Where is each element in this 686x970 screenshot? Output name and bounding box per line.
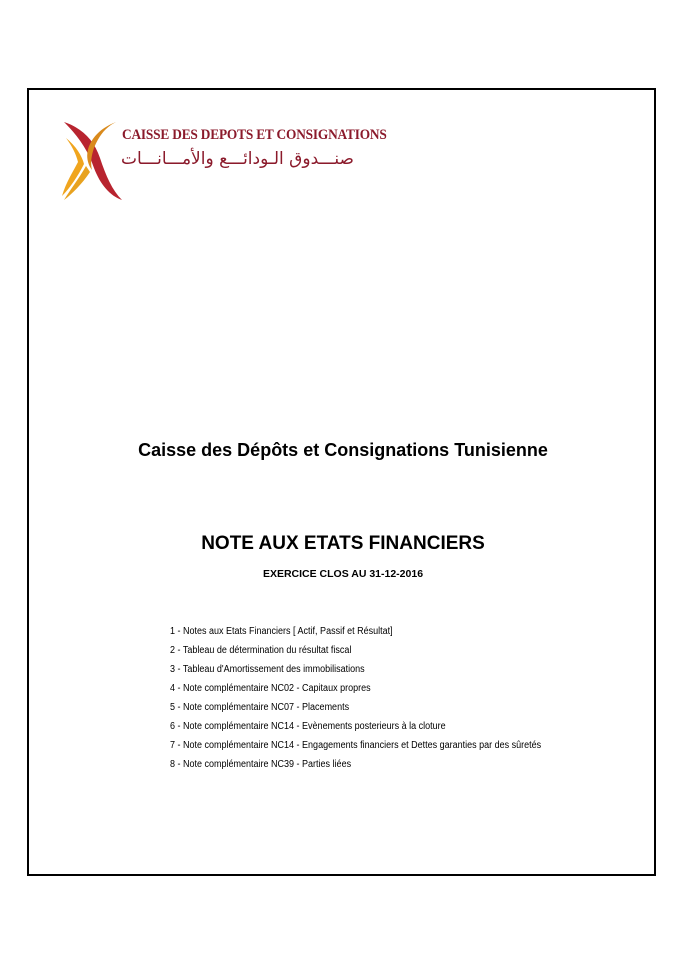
cdc-logo-mark-icon xyxy=(60,118,126,202)
logo-name-fr: CAISSE DES DEPOTS ET CONSIGNATIONS xyxy=(122,127,387,143)
contents-item: 3 - Tableau d'Amortissement des immobilisations xyxy=(170,664,365,675)
contents-item: 2 - Tableau de détermination du résultat fiscal xyxy=(170,645,352,656)
logo-name-ar: صنـــدوق الـودائـــع والأمـــانـــات xyxy=(120,149,354,169)
cdc-logo xyxy=(60,118,387,202)
exercise-period: EXERCICE CLOS AU 31-12-2016 xyxy=(262,568,424,580)
contents-list xyxy=(170,622,582,774)
contents-item: 6 - Note complémentaire NC14 - Evènements posterieurs à la cloture xyxy=(170,721,446,732)
contents-item: 8 - Note complémentaire NC39 - Parties liées xyxy=(170,759,352,770)
contents-item: 4 - Note complémentaire NC02 - Capitaux propres xyxy=(170,683,371,694)
organization-title: Caisse des Dépôts et Consignations Tunisienne xyxy=(138,440,548,460)
document-title: NOTE AUX ETATS FINANCIERS xyxy=(201,533,485,554)
contents-item: 7 - Note complémentaire NC14 - Engagements financiers et Dettes garanties par des sûretés xyxy=(170,740,542,751)
contents-item: 1 - Notes aux Etats Financiers [ Actif, Passif et Résultat] xyxy=(170,626,393,637)
contents-item: 5 - Note complémentaire NC07 - Placements xyxy=(170,702,350,713)
